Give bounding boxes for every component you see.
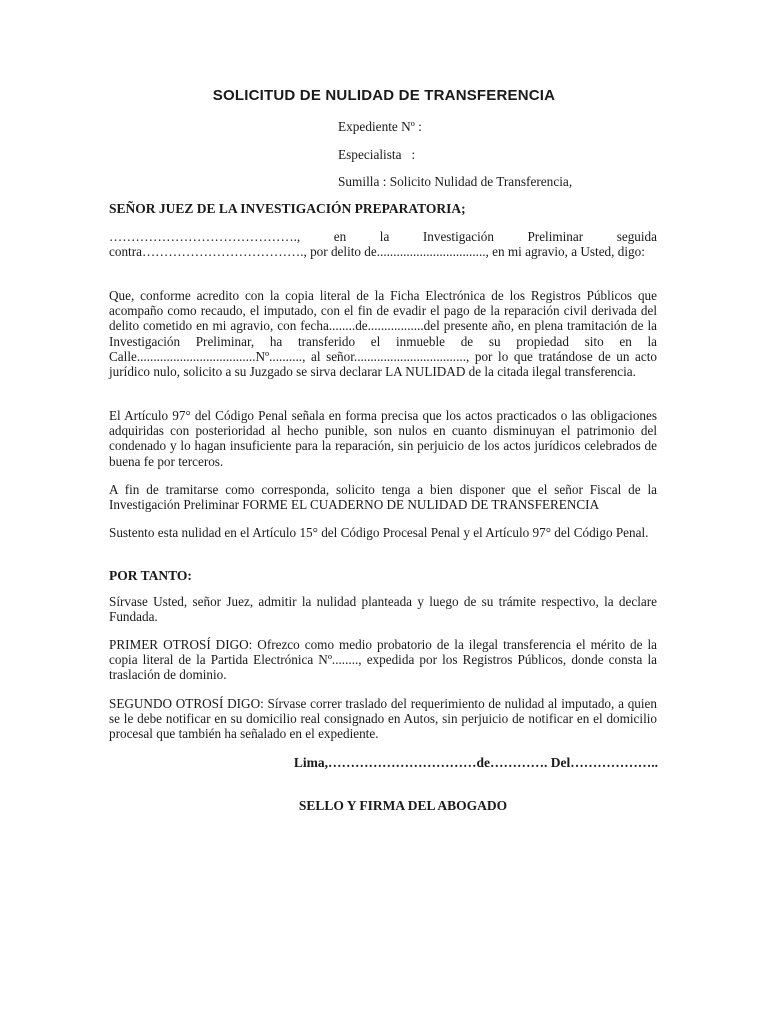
intro-paragraph: ……………………………………., en la Investigación Preliminar seguida contra………………………………., por delito de................................., en mi agravio, a Usted, digo: bbox=[109, 229, 657, 260]
sumilla-line: Sumilla : Solicito Nulidad de Transferencia, bbox=[338, 174, 573, 189]
document-title: SOLICITUD DE NULIDAD DE TRANSFERENCIA bbox=[212, 87, 556, 104]
first-otrosi-paragraph: PRIMER OTROSÍ DIGO: Ofrezco como medio probatorio de la ilegal transferencia el mérito de la copia literal de la Partida Electrónica Nº........, expedida por los Registros Públicos, donde consta la traslación de dominio. bbox=[109, 637, 657, 683]
legal-basis-paragraph: El Artículo 97° del Código Penal señala en forma precisa que los actos practicados o las obligaciones adquiridas con posterioridad al hecho punible, son nulos en cuanto disminuyan el patrimonio del condenado y lo hagan insuficiente para la reparación, sin perjuicio de los actos jurídicos celebrados de buena fe por terceros. bbox=[109, 408, 657, 469]
addressee-heading: SEÑOR JUEZ DE LA INVESTIGACIÓN PREPARATORIA; bbox=[109, 201, 466, 216]
especialista-label: Especialista bbox=[338, 147, 402, 162]
facts-paragraph: Que, conforme acredito con la copia literal de la Ficha Electrónica de los Registros Públicos que acompaño como recaudo, el imputado, con el fin de evadir el pago de la reparación civil derivada del delito cometido en mi agravio, con fecha........de.................del presente año, en plena tramitación de la Investigación Preliminar, ha transferido el inmueble de su propiedad sito en la Calle....................................Nº.........., al señor.................................., por lo que tratándose de un acto jurídico nulo, solicito a su Juzgado se sirva declarar LA NULIDAD de la citada ilegal transferencia. bbox=[109, 288, 657, 380]
especialista-line bbox=[338, 147, 415, 163]
especialista-colon: : bbox=[411, 147, 416, 162]
signature-line: SELLO Y FIRMA DEL ABOGADO bbox=[298, 798, 508, 813]
expediente-line: Expediente Nº : bbox=[338, 119, 422, 134]
por-tanto-heading: POR TANTO: bbox=[109, 568, 192, 583]
support-paragraph: Sustento esta nulidad en el Artículo 15° del Código Procesal Penal y el Artículo 97° del Código Penal. bbox=[109, 525, 649, 540]
petition-paragraph: Sírvase Usted, señor Juez, admitir la nulidad planteada y luego de su trámite respectivo, la declare Fundada. bbox=[109, 594, 657, 625]
second-otrosi-paragraph: SEGUNDO OTROSÍ DIGO: Sírvase correr traslado del requerimiento de nulidad al imputado, a quien se le debe notificar en su domicilio real consignado en Autos, sin perjuicio de notificar en el domicilio procesal que también ha señalado en el expediente. bbox=[109, 696, 657, 742]
date-line: Lima,……………………………de…………. Del……………….. bbox=[293, 755, 658, 770]
request-paragraph: A fin de tramitarse como corresponda, solicito tenga a bien disponer que el señor Fiscal de la Investigación Preliminar FORME EL CUADERNO DE NULIDAD DE TRANSFERENCIA bbox=[109, 482, 657, 513]
